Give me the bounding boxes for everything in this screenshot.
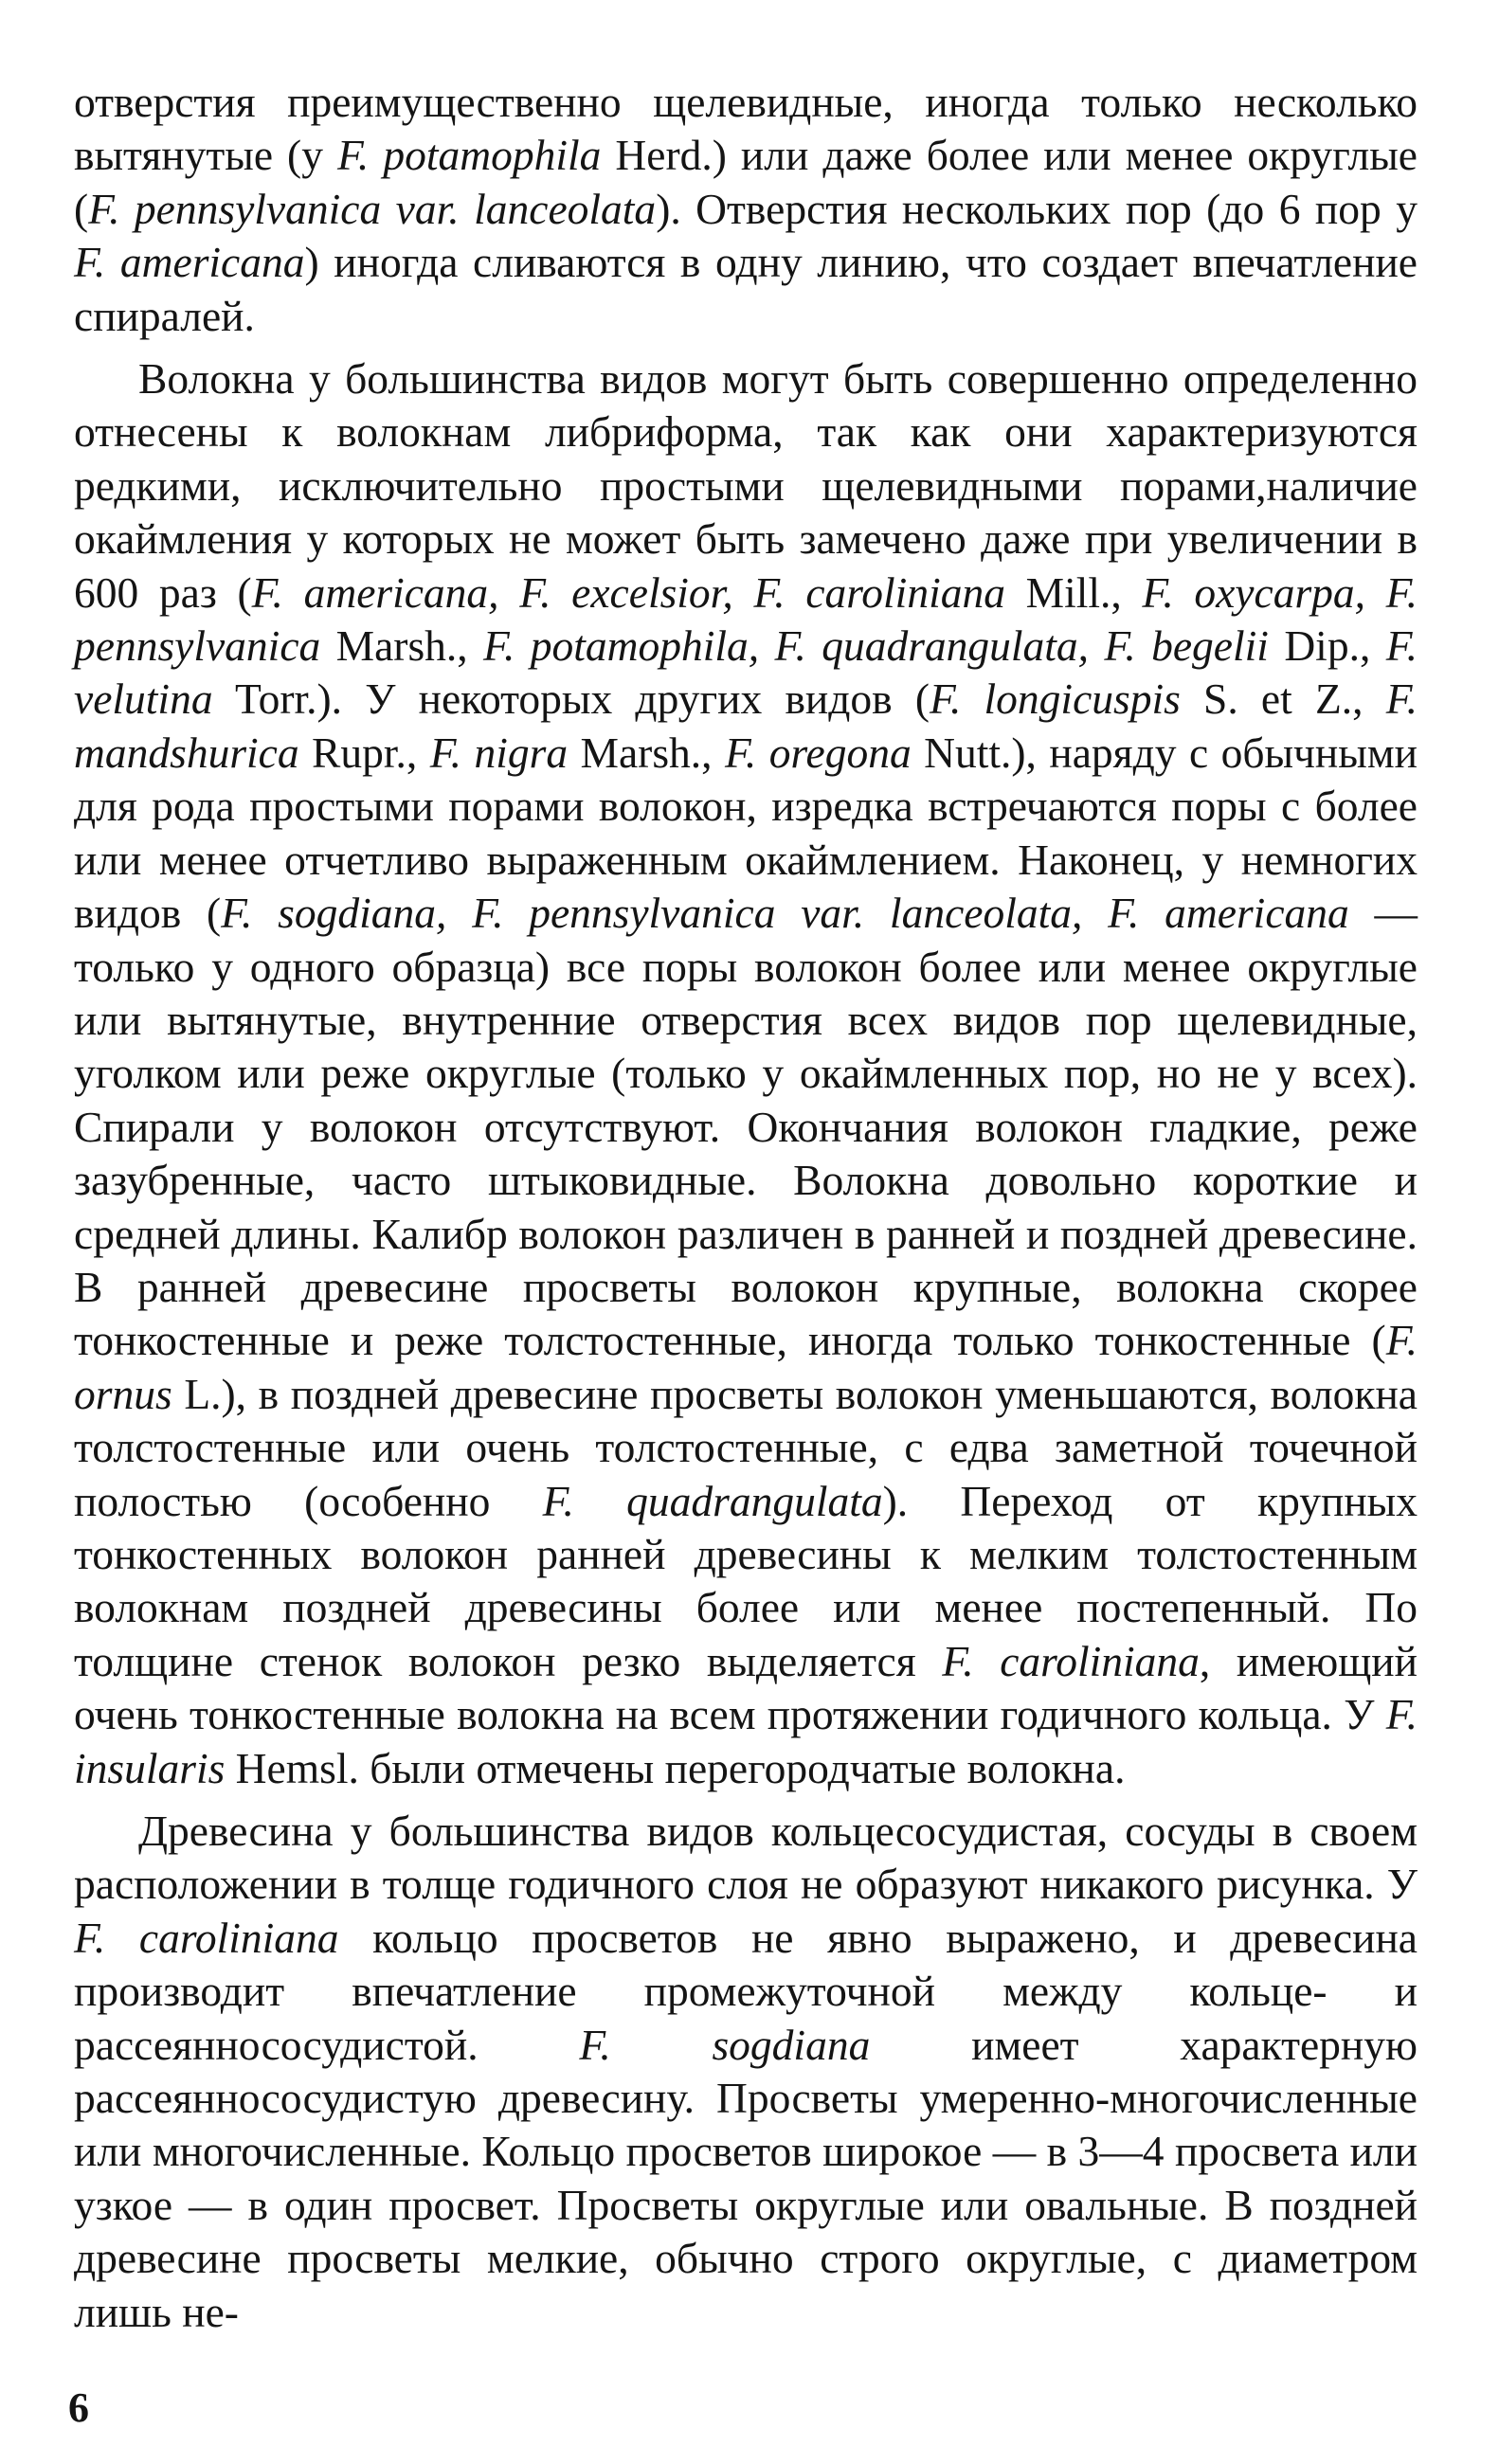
text-run: Dip., (1268, 621, 1386, 671)
text-run: Torr.). У некоторых других видов ( (212, 674, 930, 724)
species-name: F. quadrangulata (542, 1476, 883, 1525)
text-run: Marsh., (568, 728, 725, 777)
species-name: F. ornus (74, 1316, 1418, 1418)
text-run: S. et Z., (1180, 674, 1386, 724)
page-number: 6 (68, 2384, 89, 2431)
text-run: , имеющий очень тонкостенные волокна на всем протяжении годичного кольца. У (74, 1636, 1418, 1739)
paragraph-2 (74, 352, 1418, 1795)
text-run: Древесина у большинства видов кольцесосудистая, сосуды в своем расположении в толще годичного слоя не образуют никакого рисунка. У (74, 1807, 1418, 1909)
species-name: F. caroliniana (74, 1913, 339, 1962)
species-name: F. mandshurica (74, 674, 1418, 777)
text-run: Волокна у большинства видов могут быть совершенно определенно отнесены к волокнам либриформа, так как они характеризуются редкими, исключительно простыми щелевидными порами,наличие окаймления у которых не может быть замечено даже при увеличении в 600 раз ( (74, 354, 1418, 617)
text-run: кольцо просветов не явно выражено, и древесина производит впечатление промежуточной между кольце- и рассеяннососудистой. (74, 1913, 1418, 2069)
species-name: F. insularis (74, 1690, 1418, 1792)
species-name: F. velutina (74, 621, 1418, 724)
page-text (74, 76, 1418, 2339)
species-name: F. sogdiana, F. pennsylvanica var. lanceolata, F. americana (221, 889, 1349, 938)
text-run: Marsh., (320, 621, 484, 671)
text-run: ). Переход от крупных тонкостенных волокон ранней древесины к мелким толстостенным волокнам поздней древесины более или менее постепенный. По толщине стенок волокон резко выделяется (74, 1476, 1418, 1685)
text-run: ). Отверстия нескольких пор (до 6 пор у (656, 184, 1418, 233)
text-run: имеет характерную рассеяннососудистую древесину. Просветы умеренно-многочисленные или многочисленные. Кольцо просветов широкое — в 3—4 просвета или узкое — в один просвет. Просветы округлые или овальные. В поздней древесине просветы мелкие, обычно строго округлые, с диаметром лишь не- (74, 2020, 1418, 2336)
text-run: Herd.) или даже более или менее округлые ( (74, 131, 1418, 233)
text-run: L.), в поздней древесине просветы волокон уменьшаются, волокна толстостенные или очень толстостенные, с едва заметной точечной полостью (особенно (74, 1369, 1418, 1525)
text-run: ) иногда сливаются в одну линию, что создает впечатление спиралей. (74, 238, 1418, 340)
species-name: F. pennsylvanica var. lanceolata (88, 184, 657, 233)
species-name: F. oxycarpa, F. pennsylvanica (74, 567, 1418, 671)
text-run: отверстия преимущественно щелевидные, иногда только несколько вытянутые (у (74, 78, 1418, 180)
species-name: F. americana, F. excelsior, F. caroliniana (251, 567, 1005, 617)
paragraph-3 (74, 1805, 1418, 2339)
text-run: — только у одного образца) все поры волокон более или менее округлые или вытянутые, внутренние отверстия всех видов пор щелевидные, уголком или реже округлые (только у окаймленных пор, но не у всех). Спирали у волокон отсутствуют. Окончания волокон гладкие, реже зазубренные, часто штыковидные. Волокна довольно короткие и средней длины. Калибр волокон различен в ранней и поздней древесине. В ранней древесине просветы волокон крупные, волокна скорее тонкостенные и реже толстостенные, иногда только тонкостенные ( (74, 889, 1418, 1365)
species-name: F. oregona (724, 728, 912, 777)
species-name: F. nigra (429, 728, 569, 777)
species-name: F. longicuspis (930, 674, 1181, 724)
species-name: F. sogdiana (579, 2020, 871, 2069)
text-run: Hemsl. были отмечены перегородчатые волокна. (225, 1743, 1126, 1792)
species-name: F. potamophila, F. quadrangulata, F. begelii (483, 621, 1269, 671)
species-name: F. americana (74, 238, 305, 287)
paragraph-1 (74, 76, 1418, 343)
text-run: Rupr., (298, 728, 430, 777)
text-run: Mill., (1004, 567, 1143, 617)
species-name: F. potamophila (337, 131, 602, 180)
species-name: F. caroliniana (942, 1636, 1200, 1685)
text-run: Nutt.), наряду с обычными для рода простыми порами волокон, изредка встречаются поры с более или менее отчетливо выраженным окаймлением. Наконец, у немногих видов ( (74, 728, 1418, 938)
